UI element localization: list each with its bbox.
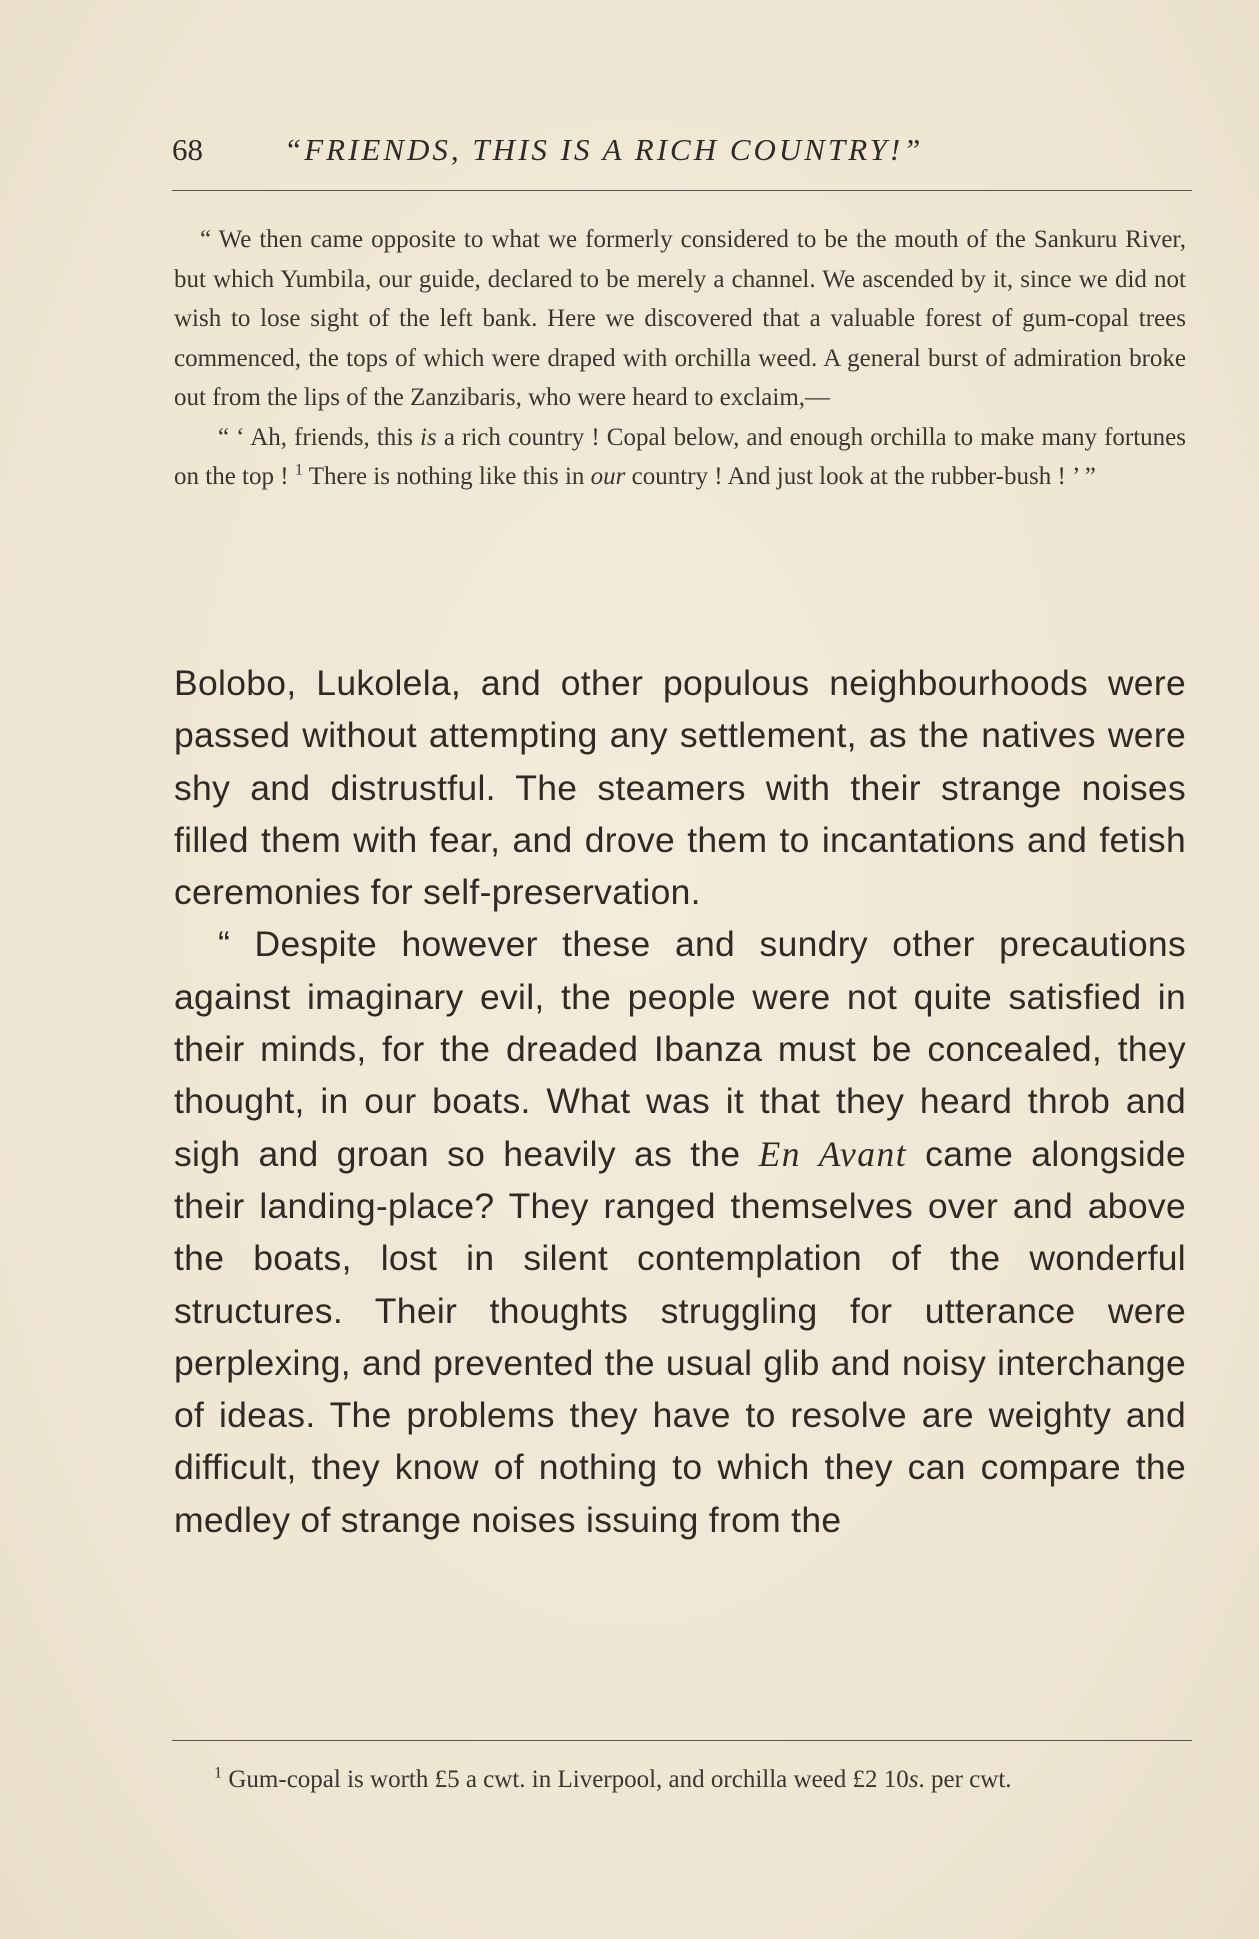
quoted-passage (174, 220, 1186, 497)
page-header (172, 126, 1192, 176)
body-text-run: came alongside their landing-place? They ranged themselves over and above the boats, lost in silent contemplation of the wonderful structures. Their thoughts struggling for utterance were perplexing, and prevented the usual glib and noisy interchange of ideas. The problems they have to resolve are weighty and difficult, they know of nothing to which they can compare the medley of strange noises issuing from the (174, 1133, 1186, 1540)
quote-paragraph-1: “ We then came opposite to what we formerly considered to be the mouth of the Sankuru River, but which Yumbila, our guide, declared to be merely a channel. We ascended by it, since we did not wish to lose sight of the left bank. Here we discovered that a valuable forest of gum-copal trees commenced, the tops of which were draped with orchilla weed. A general burst of admiration broke out from the lips of the Zanzibaris, who were heard to exclaim,— (174, 226, 1186, 411)
body-paragraph-1: Bolobo, Lukolela, and other populous neighbourhoods were passed without attempting any settlement, as the natives were shy and distrustful. The steamers with their strange noises filled them with fear, and drove them to incantations and fetish ceremonies for self-preservation. (174, 663, 1186, 913)
quote-emphasis: our (590, 463, 626, 490)
footnote-text: . per cwt. (918, 1766, 1012, 1793)
quote-text: There is nothing like this in (302, 463, 591, 490)
body-text-run: “ Despite however these and sundry other precautions against imaginary evil, the people were not quite satisfied in their minds, for the dreaded Ibanza must be concealed, they thought, in our boats. What was it that they heard throb and sigh and groan so heavily as the (174, 924, 1186, 1174)
footnote-italic: s (908, 1766, 919, 1793)
quote-text: “ ‘ Ah, friends, this (218, 423, 421, 451)
quote-paragraph-2 (174, 418, 1186, 497)
footnote-text: Gum-copal is worth £5 a cwt. in Liverpool, and orchilla weed £2 10 (222, 1766, 909, 1793)
quote-text: country ! And just look at the rubber-bush ! ’ ” (625, 463, 1096, 490)
footnote-rule (172, 1740, 1192, 1741)
quote-emphasis: is (420, 423, 437, 451)
body-paragraph-2 (174, 918, 1186, 1546)
header-rule (172, 190, 1192, 191)
ship-name: En Avant (758, 1133, 908, 1174)
quote-text: a rich country ! Copal below, and enough orchilla to make many fortunes on the top ! (174, 423, 1186, 490)
footnote (174, 1760, 1186, 1799)
footnote-marker: 1 (214, 1763, 223, 1782)
footnote-reference: 1 (294, 460, 303, 479)
page-number: 68 (172, 132, 203, 167)
running-head: “FRIENDS, THIS IS A RICH COUNTRY!” (284, 132, 924, 167)
body-text (174, 657, 1186, 1546)
